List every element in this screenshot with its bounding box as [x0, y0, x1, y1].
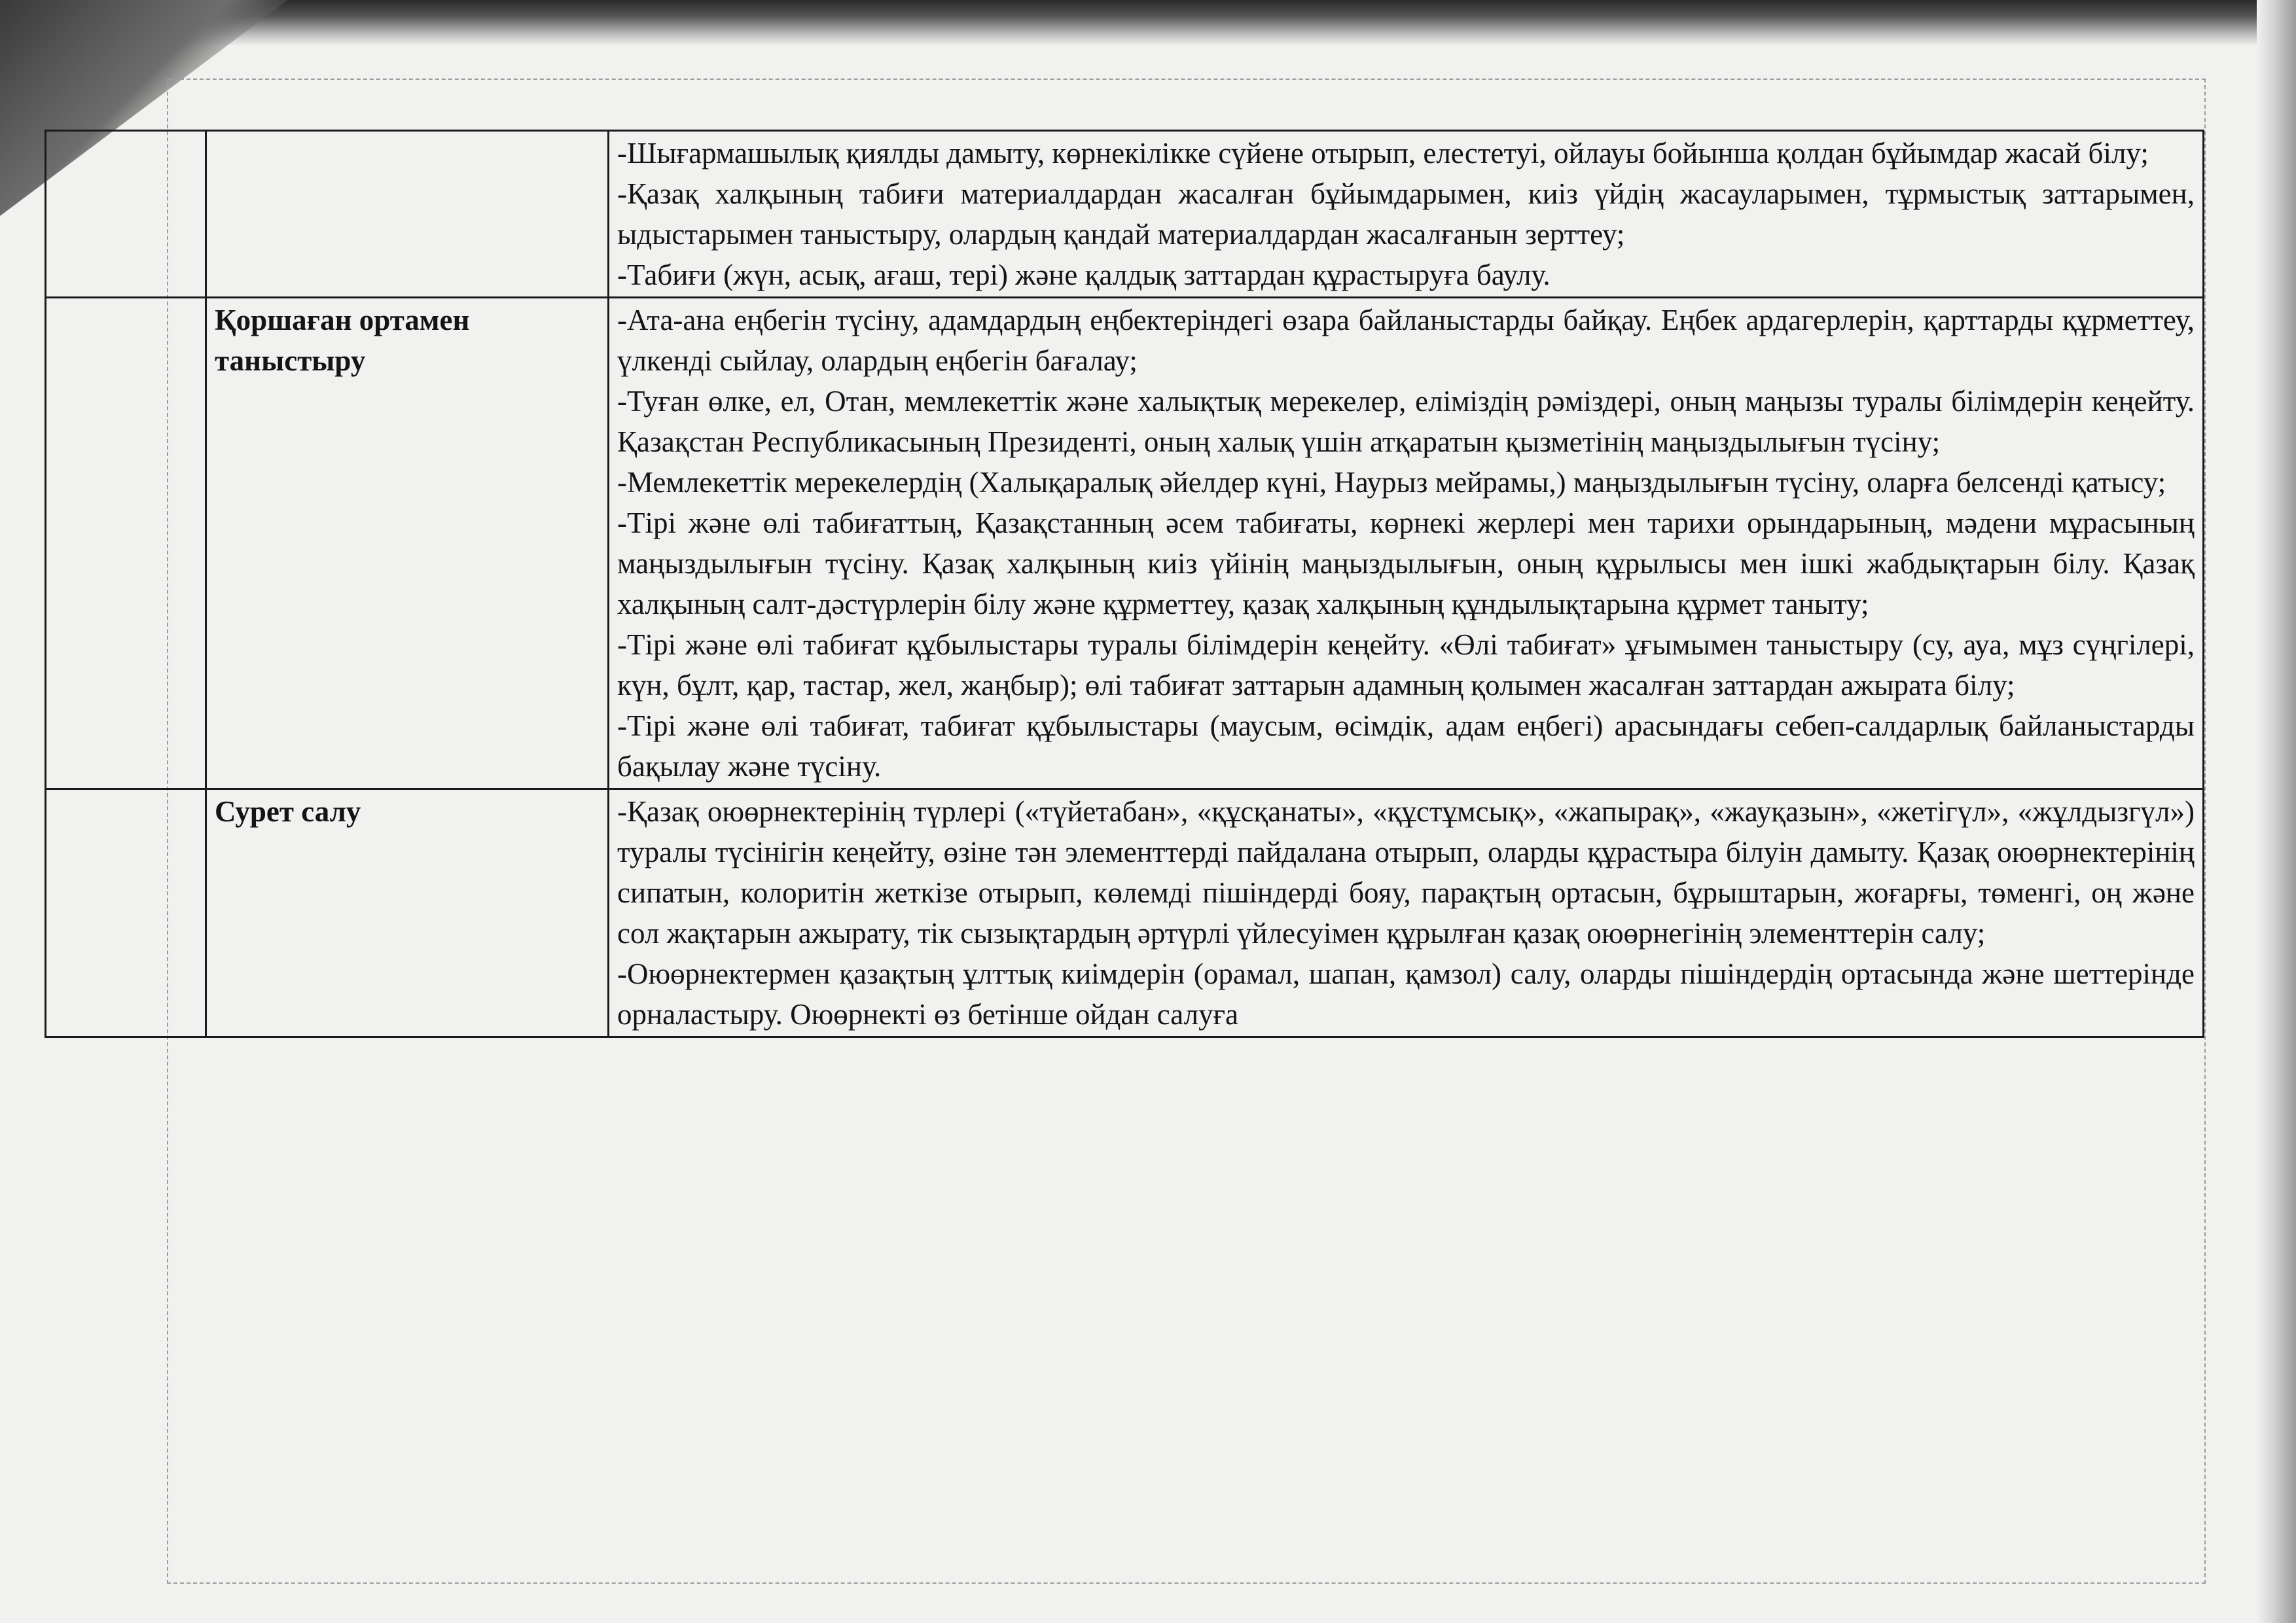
table-row: [46, 789, 2204, 1037]
subject-cell: Қоршаған ортамен таныстыру: [206, 298, 609, 789]
subject-cell: Сурет салу: [206, 789, 609, 1037]
empty-cell: [46, 298, 206, 789]
paragraph: -Шығармашылық қиялды дамыту, көрнекілікке сүйене отырып, елестетуі, ойлауы бойынша қолдан бұйымдар жасай білу;: [617, 137, 2149, 169]
paragraph: -Мемлекеттік мерекелердің (Халықаралық әйелдер күні, Наурыз мейрамы,) маңыздылығын түсіну, оларға белсенді қатысу;: [617, 466, 2166, 499]
scan-shadow-top: [0, 0, 2296, 46]
curriculum-table: [45, 130, 2204, 1038]
subject-cell: [206, 131, 609, 298]
table-row: [46, 298, 2204, 789]
paragraph: -Оюөрнектермен қазақтың ұлттық киімдерін (орамал, шапан, қамзол) салу, оларды пішіндердің ортасында және шеттерінде орналастыру. Оюөрнекті өз бетінше ойдан салуға: [617, 957, 2195, 1031]
paragraph: -Тірі және өлі табиғат, табиғат құбылыстары (маусым, өсімдік, адам еңбегі) арасындағы себеп-салдарлық байланыстарды бақылау және түсіну.: [617, 709, 2195, 783]
page-edge-shadow: [2257, 0, 2296, 1623]
table-row: [46, 131, 2204, 298]
content-cell: [609, 131, 2204, 298]
paragraph: -Ата-ана еңбегін түсіну, адамдардың еңбектеріндегі өзара байланыстарды байқау. Еңбек ардагерлерін, қарттарды құрметтеу, үлкенді сыйлау, олардың еңбегін бағалау;: [617, 304, 2195, 377]
paragraph: -Тірі және өлі табиғаттың, Қазақстанның әсем табиғаты, көрнекі жерлері мен тарихи орындарының, мәдени мұрасының маңыздылығын түсіну. Қазақ халқының киіз үйінің маңыздылығын, оның құрылысы мен ішкі жабдықтарын білу. Қазақ халқының салт-дәстүрлерін білу және құрметтеу, қазақ халқының құндылықтарына құрмет таныту;: [617, 507, 2195, 620]
paragraph: -Табиғи (жүн, асық, ағаш, тері) және қалдық заттардан құрастыруға баулу.: [617, 259, 1551, 291]
content-cell: [609, 789, 2204, 1037]
empty-cell: [46, 131, 206, 298]
paragraph: -Тірі және өлі табиғат құбылыстары туралы білімдерін кеңейту. «Өлі табиғат» ұғымымен таныстыру (су, ауа, мұз сүңгілері, күн, бұлт, қар, тастар, жел, жаңбыр); өлі табиғат заттарын адамның қолымен жасалған заттардан ажырата білу;: [617, 628, 2195, 702]
content-cell: [609, 298, 2204, 789]
paragraph: -Қазақ оюөрнектерінің түрлері («түйетабан», «құсқанаты», «құстұмсық», «жапырақ», «жауқазын», «жетігүл», «жұлдызгүл») туралы түсінігін кеңейту, өзіне тән элементтерді пайдалана отырып, оларды құрастыра білуін дамыту. Қазақ оюөрнектерінің сипатын, колоритін жеткізе отырып, көлемді пішіндерді бояу, парақтың ортасын, бұрыштарын, жоғарғы, төменгі, оң және сол жақтарын ажырату, тік сызықтардың әртүрлі үйлесуімен құрылған қазақ оюөрнегінің элементтерін салу;: [617, 795, 2195, 950]
paragraph: -Қазақ халқының табиғи материалдардан жасалған бұйымдарымен, киіз үйдің жасауларымен, тұрмыстық заттарымен, ыдыстарымен таныстыру, олардың қандай материалдардан жасалғанын зерттеу;: [617, 177, 2195, 251]
empty-cell: [46, 789, 206, 1037]
paragraph: -Туған өлке, ел, Отан, мемлекеттік және халықтық мерекелер, еліміздің рәміздері, оның маңызы туралы білімдерін кеңейту. Қазақстан Республикасының Президенті, оның халық үшін атқаратын қызметінің маңыздылығын түсіну;: [617, 385, 2195, 458]
